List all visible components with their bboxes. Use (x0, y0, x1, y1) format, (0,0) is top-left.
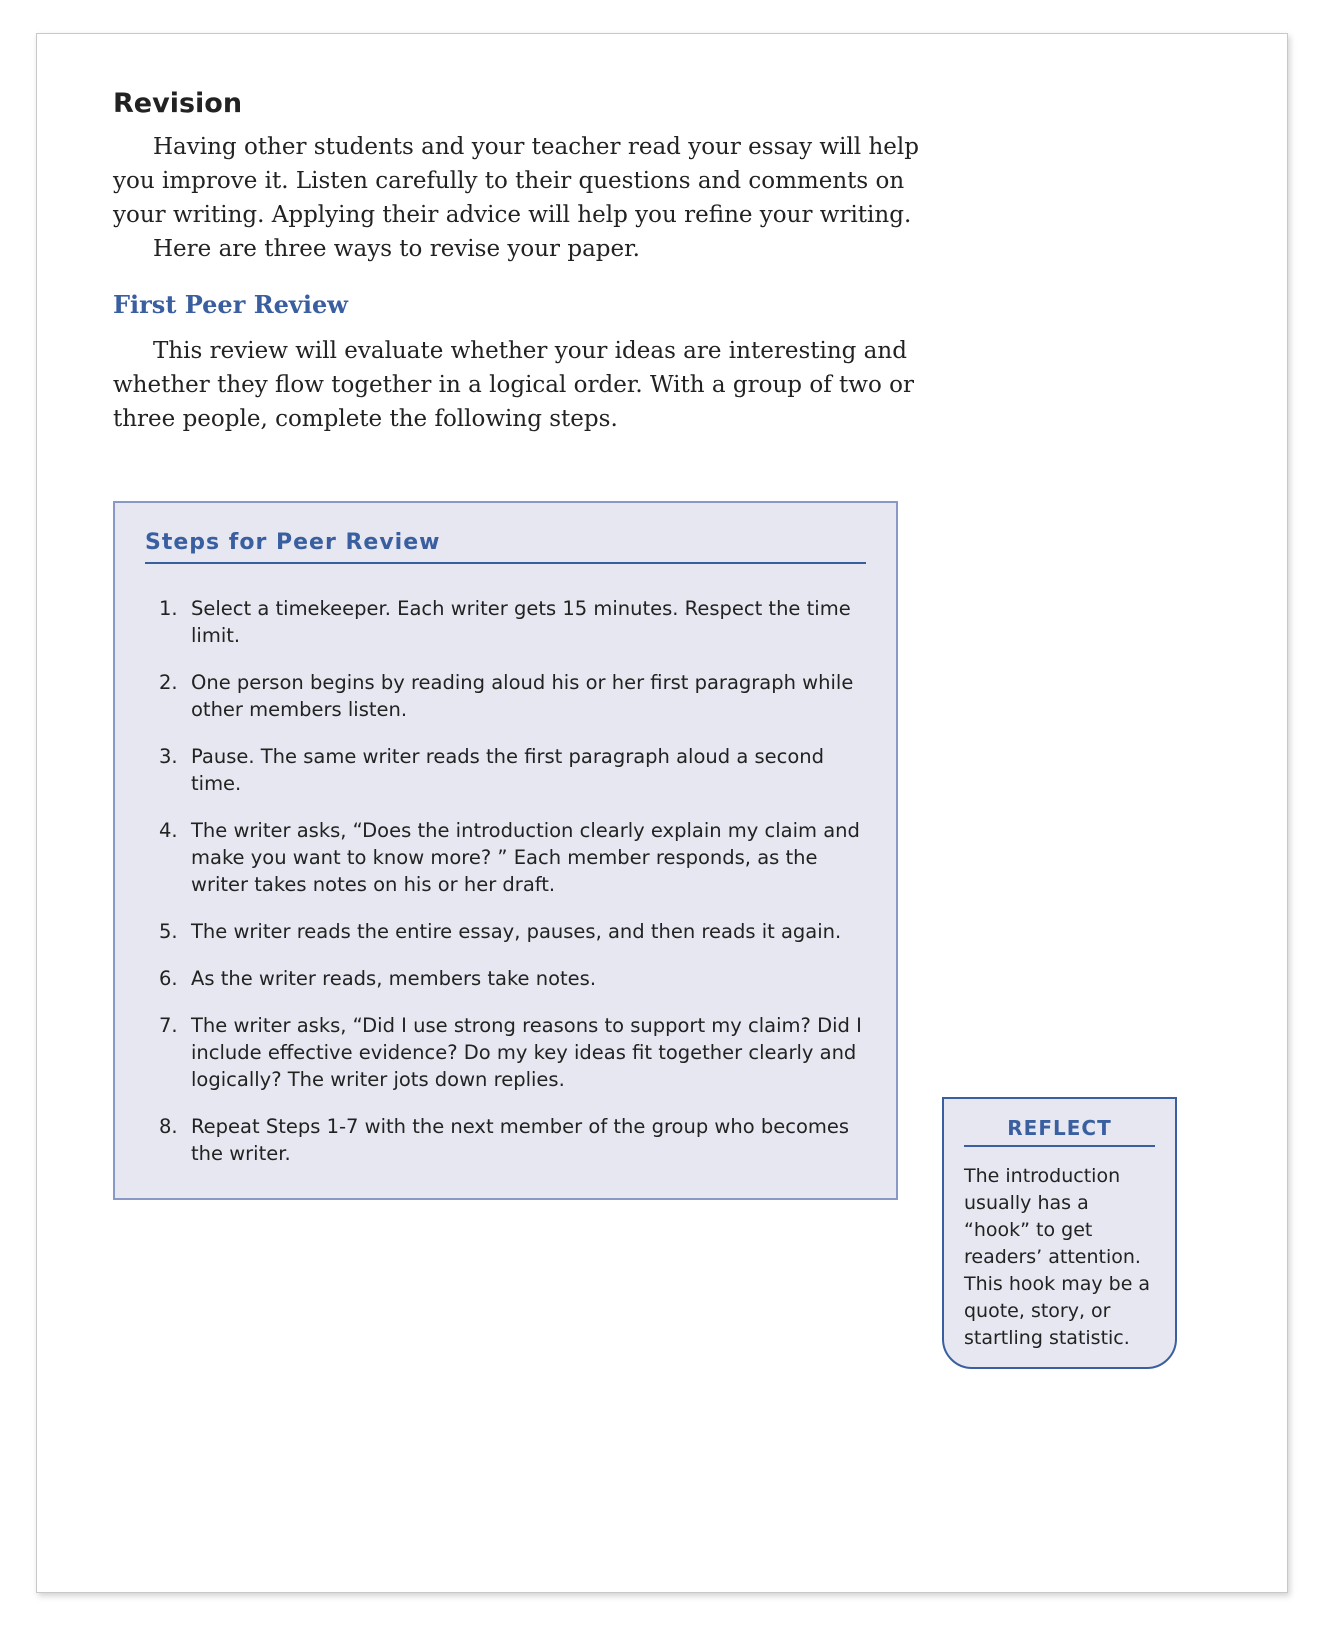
step-number: 5. (159, 920, 178, 943)
step-item (145, 965, 870, 992)
step-item (145, 595, 870, 649)
steps-for-peer-review-box (113, 501, 898, 1200)
step-text: One person begins by reading aloud his or her first paragraph while other members listen. (191, 671, 854, 721)
step-item (145, 743, 870, 797)
step-text: Select a timekeeper. Each writer gets 15 minutes. Respect the time limit. (191, 597, 851, 647)
reflect-text: The introduction usually has a “hook” to get readers’ attention. This hook may be a quote, story, or startling statistic. (964, 1165, 1151, 1349)
step-number: 3. (159, 745, 178, 768)
step-item (145, 817, 870, 898)
first-peer-review-paragraph: This review will evaluate whether your ideas are interesting and whether they flow together in a logical order. With a group of two or three people, complete the following steps. (113, 338, 914, 432)
first-peer-review-heading: First Peer Review (113, 290, 348, 319)
step-number: 2. (159, 671, 178, 694)
reflect-sidebar-box (942, 1097, 1177, 1369)
steps-list (145, 595, 870, 1187)
step-number: 8. (159, 1115, 178, 1138)
step-text: Pause. The same writer reads the first paragraph aloud a second time. (191, 745, 825, 795)
step-text: The writer asks, “Did I use strong reasons to support my claim? Did I include effective evidence? Do my key ideas fit together clearly and logically? The writer jots down replies. (191, 1014, 862, 1091)
step-item (145, 669, 870, 723)
reflect-title: REFLECT (964, 1115, 1155, 1147)
step-number: 6. (159, 967, 178, 990)
step-item (145, 918, 870, 945)
step-item (145, 1113, 870, 1167)
step-item (145, 1012, 870, 1093)
step-text: As the writer reads, members take notes. (191, 967, 597, 990)
step-number: 7. (159, 1014, 178, 1037)
main-column (113, 86, 933, 436)
steps-box-title: Steps for Peer Review (145, 529, 866, 564)
step-number: 4. (159, 819, 178, 842)
revision-paragraph-1: Having other students and your teacher read your essay will help you improve it. Listen carefully to their questions and comments on your writing. Applying their advice will help you refine your writing. (113, 134, 919, 228)
step-number: 1. (159, 597, 178, 620)
page (36, 33, 1288, 1593)
step-text: The writer reads the entire essay, pauses, and then reads it again. (191, 920, 842, 943)
step-text: Repeat Steps 1-7 with the next member of the group who becomes the writer. (191, 1115, 850, 1165)
revision-paragraph-2: Here are three ways to revise your paper. (153, 236, 640, 262)
step-text: The writer asks, “Does the introduction clearly explain my claim and make you want to know more? ” Each member responds, as the writer takes notes on his or her draft. (191, 819, 860, 896)
revision-heading: Revision (113, 88, 243, 119)
